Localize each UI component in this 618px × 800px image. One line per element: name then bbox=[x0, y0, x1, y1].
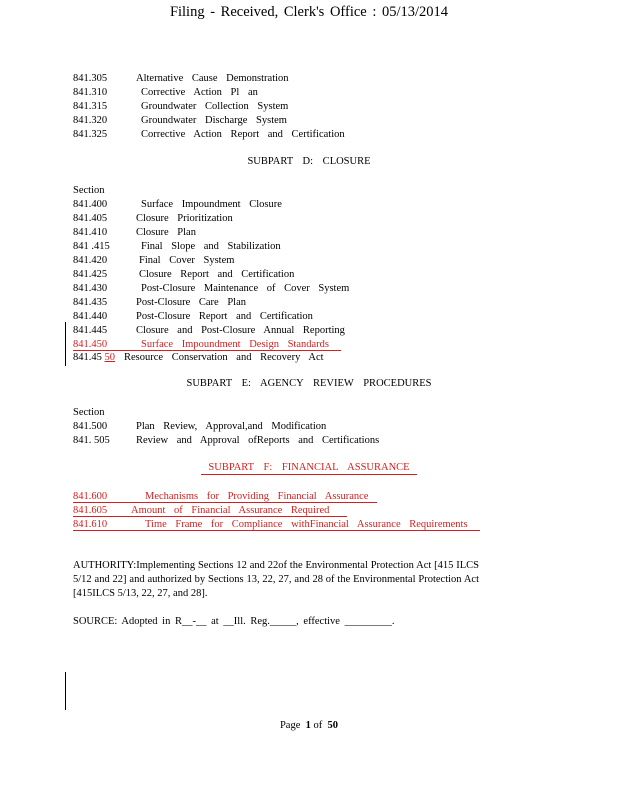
subpart-d-heading: SUBPART D: CLOSURE bbox=[247, 156, 371, 167]
section-number: 841.605 bbox=[73, 505, 108, 516]
section-number: 841.435 bbox=[73, 297, 108, 308]
section-title: Plan Review, Approval,and Modification bbox=[136, 421, 327, 432]
section-number: 841.440 bbox=[73, 311, 108, 322]
of-label: of bbox=[313, 720, 323, 731]
section-title: Final Cover System bbox=[139, 255, 235, 266]
section-title: Review and Approval ofReports and Certifications bbox=[136, 435, 380, 446]
change-bar bbox=[65, 672, 66, 710]
section-title: Final Slope and Stabilization bbox=[141, 241, 281, 252]
section-title: Surface Impoundment Closure bbox=[141, 199, 282, 210]
section-number: 841 .415 bbox=[73, 241, 110, 252]
subpart-f-heading: SUBPART F: FINANCIAL ASSURANCE bbox=[208, 462, 410, 473]
section-title: Alternative Cause Demonstration bbox=[136, 73, 289, 84]
section-number: 841.600 bbox=[73, 491, 108, 502]
source-line: SOURCE: Adopted in R__-__ at __Ill. Reg._____, effective _________. bbox=[73, 616, 395, 627]
section-number: 841.325 bbox=[73, 129, 108, 140]
section-title: Resource Conservation and Recovery Act bbox=[124, 352, 324, 363]
section-number: 841.400 bbox=[73, 199, 108, 210]
section-number: 841.405 bbox=[73, 213, 108, 224]
page-total: 50 bbox=[327, 720, 339, 731]
section-number: 841.450 bbox=[73, 339, 108, 350]
section-title: Closure and Post-Closure Annual Reporting bbox=[136, 325, 345, 336]
revision-underline bbox=[73, 502, 377, 503]
section-title: Closure Prioritization bbox=[136, 213, 233, 224]
page-number: 1 bbox=[305, 720, 311, 731]
page-footer bbox=[0, 720, 618, 731]
section-title: Corrective Action Pl an bbox=[141, 87, 258, 98]
section-number: 841.310 bbox=[73, 87, 108, 98]
filing-header: Filing - Received, Clerk's Office : 05/13/2014 bbox=[169, 4, 449, 20]
revision-number: 50 bbox=[104, 352, 115, 363]
section-title: Mechanisms for Providing Financial Assurance bbox=[145, 491, 369, 502]
section-number: 841.45 50 bbox=[73, 352, 115, 363]
revision-underline bbox=[73, 516, 347, 517]
section-number: 841.420 bbox=[73, 255, 108, 266]
subpart-e-heading: SUBPART E: AGENCY REVIEW PROCEDURES bbox=[186, 378, 432, 389]
section-number: 841.425 bbox=[73, 269, 108, 280]
section-title: Post-Closure Report and Certification bbox=[136, 311, 313, 322]
section-title: Amount of Financial Assurance Required bbox=[131, 505, 330, 516]
section-label: Section bbox=[73, 185, 105, 196]
change-bar bbox=[65, 322, 66, 366]
page-label: Page bbox=[279, 720, 301, 731]
section-number: 841.445 bbox=[73, 325, 108, 336]
section-number: 841.500 bbox=[73, 421, 108, 432]
section-title: Corrective Action Report and Certification bbox=[141, 129, 345, 140]
section-title: Groundwater Collection System bbox=[141, 101, 289, 112]
revision-underline bbox=[73, 530, 480, 531]
section-title: Time Frame for Compliance withFinancial Assurance Requirements bbox=[145, 519, 468, 530]
section-title: Closure Report and Certification bbox=[139, 269, 295, 280]
section-title: Groundwater Discharge System bbox=[141, 115, 287, 126]
section-number: 841. 505 bbox=[73, 435, 110, 446]
section-number: 841.430 bbox=[73, 283, 108, 294]
revision-underline bbox=[201, 474, 417, 475]
section-number: 841.410 bbox=[73, 227, 108, 238]
section-title: Post-Closure Care Plan bbox=[136, 297, 246, 308]
section-number: 841.610 bbox=[73, 519, 108, 530]
section-title: Surface Impoundment Design Standards bbox=[141, 339, 330, 350]
section-number: 841.320 bbox=[73, 115, 108, 126]
section-title: Closure Plan bbox=[136, 227, 196, 238]
section-label: Section bbox=[73, 407, 105, 418]
section-title: Post-Closure Maintenance of Cover System bbox=[141, 283, 350, 294]
section-number: 841.315 bbox=[73, 101, 108, 112]
authority-paragraph: AUTHORITY:Implementing Sections 12 and 22of the Environmental Protection Act [415 ILCS 5/12 and 22] and authorized by Sections 13, 22, 27, and 28 of the Environmental Protection Act [415ILCS 5/13, 22, 27, and 28]. bbox=[73, 560, 479, 599]
section-number: 841.305 bbox=[73, 73, 108, 84]
